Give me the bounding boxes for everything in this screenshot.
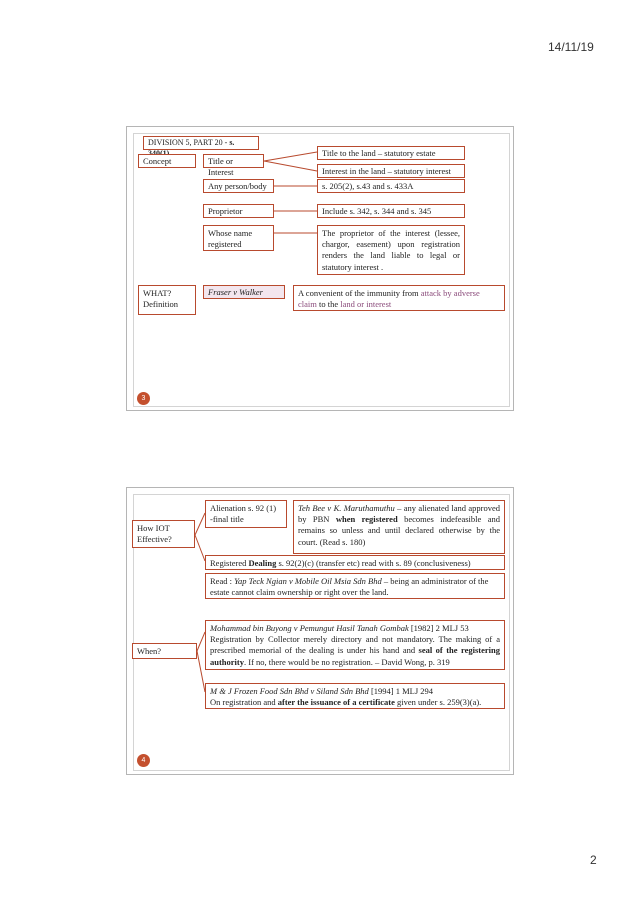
alienation-line1: Alienation s. 92 (1) [210, 503, 277, 513]
registered-dealing-box [205, 555, 505, 570]
definition-highlight-a: attack by adverse claim [298, 288, 480, 310]
proprietor-ref-box: Include s. 342, s. 344 and s. 345 [317, 204, 465, 218]
definition-highlight-b: land or interest [340, 299, 392, 310]
concept-label: Concept [138, 154, 196, 168]
title-to-land-box: Title to the land – statutory estate [317, 146, 465, 160]
reg-emphasis: Dealing [248, 558, 277, 568]
definition-text-b: to the [316, 299, 341, 310]
alienation-box [205, 500, 287, 528]
division-title-section: s. [229, 138, 235, 147]
fraser-case-box [203, 285, 285, 299]
yap-case-name: Yap Teck Ngian v Mobile Oil Msia Sdn Bhd [234, 576, 382, 586]
when-box: When? [132, 643, 197, 659]
interest-in-land-box: Interest in the land – statutory interest [317, 164, 465, 178]
slide-4 [126, 487, 514, 775]
reg-text-a: Registered [210, 558, 249, 568]
slide-number-badge: 3 [137, 392, 150, 405]
title-or-interest-box: Title or Interest [203, 154, 264, 168]
how-line2: Effective? [137, 534, 172, 545]
yap-text-b: – being an administrator of the estate cannot claim ownership or right over the land. [210, 576, 489, 598]
mj-text-b: given under s. 259(3)(a). [394, 697, 482, 708]
slide-number-badge: 4 [137, 754, 150, 767]
any-person-ref-box: s. 205(2), s.43 and s. 433A [317, 179, 465, 193]
teh-text-b: becomes indefeasible and remains so unless and until declared otherwise by the court. (Read s. 180) [298, 514, 500, 547]
moh-text-b: . If no, there would be no registration. – David Wong, p. 319 [244, 656, 450, 667]
how-line1: How IOT [137, 523, 170, 533]
slide-3 [126, 126, 514, 411]
what-line2: Definition [143, 299, 178, 310]
teh-emphasis: when registered [335, 514, 398, 525]
fraser-case-name: Fraser v Walker [208, 287, 263, 297]
yap-case-box [205, 573, 505, 599]
what-definition-box [138, 285, 196, 315]
mj-citation: [1994] 1 MLJ 294 [368, 686, 434, 696]
whose-name-box [203, 225, 274, 251]
alienation-line2: -final title [210, 514, 244, 525]
whose-name-line2: registered [208, 239, 242, 250]
moh-case-name: Mohammad bin Buyong v Pemungut Hasil Tanah Gombak [210, 623, 409, 633]
mohammad-case-box [205, 620, 505, 670]
proprietor-box: Proprietor [203, 204, 274, 218]
mj-text-a: On registration and [210, 697, 278, 708]
moh-citation: [1982] 2 MLJ 53 [408, 623, 469, 633]
header-date: 14/11/19 [548, 40, 594, 54]
what-line1: WHAT? [143, 288, 172, 298]
moh-text-a: Registration by Collector merely directory and not mandatory. The making of a prescribed memorial of the dealing is under his hand and [210, 634, 500, 656]
division-title [143, 136, 259, 150]
teh-text-a: – any alienated land approved by PBN [298, 503, 500, 525]
reg-text-b: s. 92(2)(c) (transfer etc) read with s. 89 (conclusiveness) [276, 558, 471, 568]
whose-name-line1: Whose name [208, 228, 253, 238]
mj-emphasis: after the issuance of a certificate [277, 697, 395, 708]
moh-emphasis: seal of the registering authority [210, 645, 500, 667]
page-number: 2 [590, 853, 597, 867]
teh-case-name: Teh Bee v K. Maruthamuthu [298, 503, 395, 513]
yap-text-a: Read : [210, 576, 235, 586]
definition-box [293, 285, 505, 311]
teh-bee-case-box [293, 500, 505, 554]
how-iot-box [132, 520, 195, 548]
mj-case-name: M & J Frozen Food Sdn Bhd v Siland Sdn Bhd [210, 686, 369, 696]
mj-frozen-case-box [205, 683, 505, 709]
whose-name-desc-box: The proprietor of the interest (lessee, chargor, easement) upon registration renders the land liable to legal or statutory interest . [317, 225, 465, 275]
definition-text-a: A convenient of the immunity from [298, 288, 421, 298]
any-person-box: Any person/body [203, 179, 274, 193]
division-title-prefix: DIVISION 5, PART 20 - [148, 138, 230, 147]
